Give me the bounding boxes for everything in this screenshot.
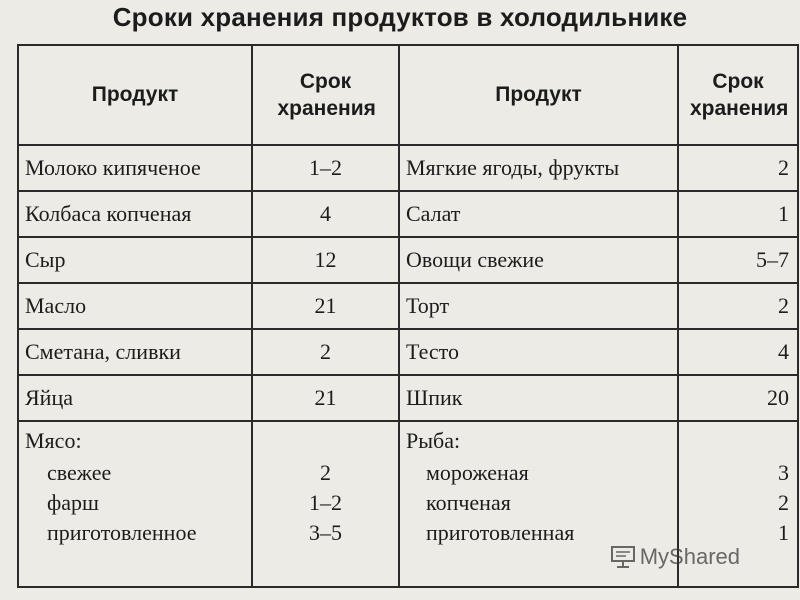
watermark-text: MyShared: [639, 544, 740, 569]
meat-label: Мясо:: [25, 428, 82, 453]
table-row: [18, 145, 798, 191]
shelf-life-days: 2: [320, 460, 331, 485]
shelf-life-days: 2: [778, 490, 789, 515]
product-name: Колбаса копченая: [18, 191, 252, 237]
fish-item: мороженая: [426, 460, 529, 485]
shelf-life-days: 21: [252, 283, 399, 329]
meat-item: приготовленное: [47, 520, 197, 545]
meat-days: [252, 421, 399, 587]
product-name: Масло: [18, 283, 252, 329]
shelf-life-days: 2: [678, 145, 798, 191]
table-row: [18, 237, 798, 283]
shelf-life-days: 2: [678, 283, 798, 329]
product-name: Яйца: [18, 375, 252, 421]
shelf-life-days: 21: [252, 375, 399, 421]
shelf-life-days: 1: [778, 520, 789, 545]
header-product-right: Продукт: [399, 45, 678, 145]
header-shelf-life-left: Срок хранения: [252, 45, 399, 145]
shelf-life-days: 1: [678, 191, 798, 237]
meat-group: [18, 421, 252, 587]
shelf-life-days: 12: [252, 237, 399, 283]
fish-label: Рыба:: [406, 428, 461, 453]
product-name: Сметана, сливки: [18, 329, 252, 375]
product-name: Молоко кипяченое: [18, 145, 252, 191]
shelf-life-days: 5–7: [678, 237, 798, 283]
product-name: Шпик: [399, 375, 678, 421]
shelf-life-days: 3: [778, 460, 789, 485]
storage-table: [17, 44, 799, 588]
presentation-board-icon: [610, 545, 636, 569]
watermark: [610, 544, 740, 570]
shelf-life-days: 4: [252, 191, 399, 237]
header-shelf-life-right: Срок хранения: [678, 45, 798, 145]
header-row: [18, 45, 798, 145]
shelf-life-days: 20: [678, 375, 798, 421]
table-row: [18, 191, 798, 237]
fish-item: приготовленная: [426, 520, 575, 545]
fish-item: копченая: [426, 490, 511, 515]
header-product-left: Продукт: [18, 45, 252, 145]
shelf-life-days: 4: [678, 329, 798, 375]
product-name: Тесто: [399, 329, 678, 375]
table-row: [18, 329, 798, 375]
table-row: [18, 283, 798, 329]
product-name: Торт: [399, 283, 678, 329]
meat-item: свежее: [47, 460, 112, 485]
product-name: Салат: [399, 191, 678, 237]
shelf-life-days: 1–2: [309, 490, 342, 515]
product-name: Сыр: [18, 237, 252, 283]
product-name: Мягкие ягоды, фрукты: [399, 145, 678, 191]
product-name: Овощи свежие: [399, 237, 678, 283]
table-row: [18, 375, 798, 421]
page-title: Сроки хранения продуктов в холодильнике: [112, 2, 688, 32]
shelf-life-days: 3–5: [309, 520, 342, 545]
meat-item: фарш: [47, 490, 99, 515]
shelf-life-days: 1–2: [252, 145, 399, 191]
shelf-life-days: 2: [252, 329, 399, 375]
